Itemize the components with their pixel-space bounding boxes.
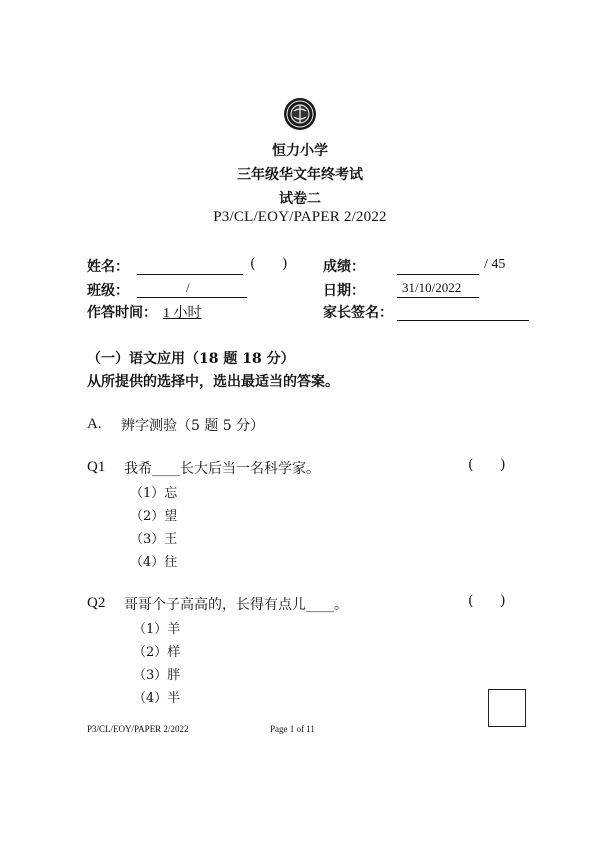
footer-page-number: Page 1 of 11 xyxy=(270,724,315,734)
score-box[interactable] xyxy=(488,689,526,727)
date-label: 日期： xyxy=(323,283,365,299)
section-instruction: 从所提供的选择中，选出最适当的答案。 xyxy=(87,374,339,390)
score-line[interactable] xyxy=(397,274,479,275)
q2-answer-bracket[interactable]: ( ) xyxy=(468,593,506,609)
school-name: 恒力小学 xyxy=(272,143,328,159)
footer-code: P3/CL/EOY/PAPER 2/2022 xyxy=(87,724,189,734)
school-logo xyxy=(283,97,317,131)
parent-signature-label: 家长签名： xyxy=(323,305,393,321)
date-value: 31/10/2022 xyxy=(402,280,462,295)
part-a-title: 辨字测验（5 题 5 分） xyxy=(121,418,265,434)
q2-option-2[interactable]: （2）样 xyxy=(133,645,181,660)
q2-option-3[interactable]: （3）胖 xyxy=(133,668,181,683)
class-separator: / xyxy=(186,280,190,295)
section-title: （一）语文应用（18 题 18 分） xyxy=(87,351,295,367)
paper-title: 试卷二 xyxy=(279,191,321,207)
q1-number: Q1 xyxy=(87,459,106,475)
q1-option-2[interactable]: （2）望 xyxy=(130,509,178,524)
q1-answer-bracket[interactable]: ( ) xyxy=(468,457,506,473)
time-value: 1 小时 xyxy=(163,306,202,321)
exam-title: 三年级华文年终考试 xyxy=(237,167,363,183)
score-total: / 45 xyxy=(484,257,506,272)
name-label: 姓名： xyxy=(87,259,129,275)
score-label: 成绩： xyxy=(323,259,365,275)
class-line[interactable] xyxy=(137,297,247,298)
q1-option-1[interactable]: （1）忘 xyxy=(130,486,178,501)
q2-number: Q2 xyxy=(87,595,106,611)
q2-option-4[interactable]: （4）半 xyxy=(133,691,181,706)
name-line[interactable] xyxy=(137,274,243,275)
q2-option-1[interactable]: （1）羊 xyxy=(133,622,181,637)
q1-option-3[interactable]: （3）王 xyxy=(130,532,178,547)
class-label: 班级： xyxy=(87,283,129,299)
q1-option-4[interactable]: （4）往 xyxy=(130,555,178,570)
q1-text: 我希____长大后当一名科学家。 xyxy=(124,461,320,477)
parent-signature-line[interactable] xyxy=(397,320,529,321)
date-line xyxy=(397,297,479,298)
index-number-paren: ( ) xyxy=(250,256,288,272)
time-label: 作答时间： xyxy=(87,305,157,321)
q2-text: 哥哥个子高高的，长得有点儿____。 xyxy=(124,597,348,613)
part-a-letter: A. xyxy=(87,416,102,432)
paper-code: P3/CL/EOY/PAPER 2/2022 xyxy=(213,209,387,225)
